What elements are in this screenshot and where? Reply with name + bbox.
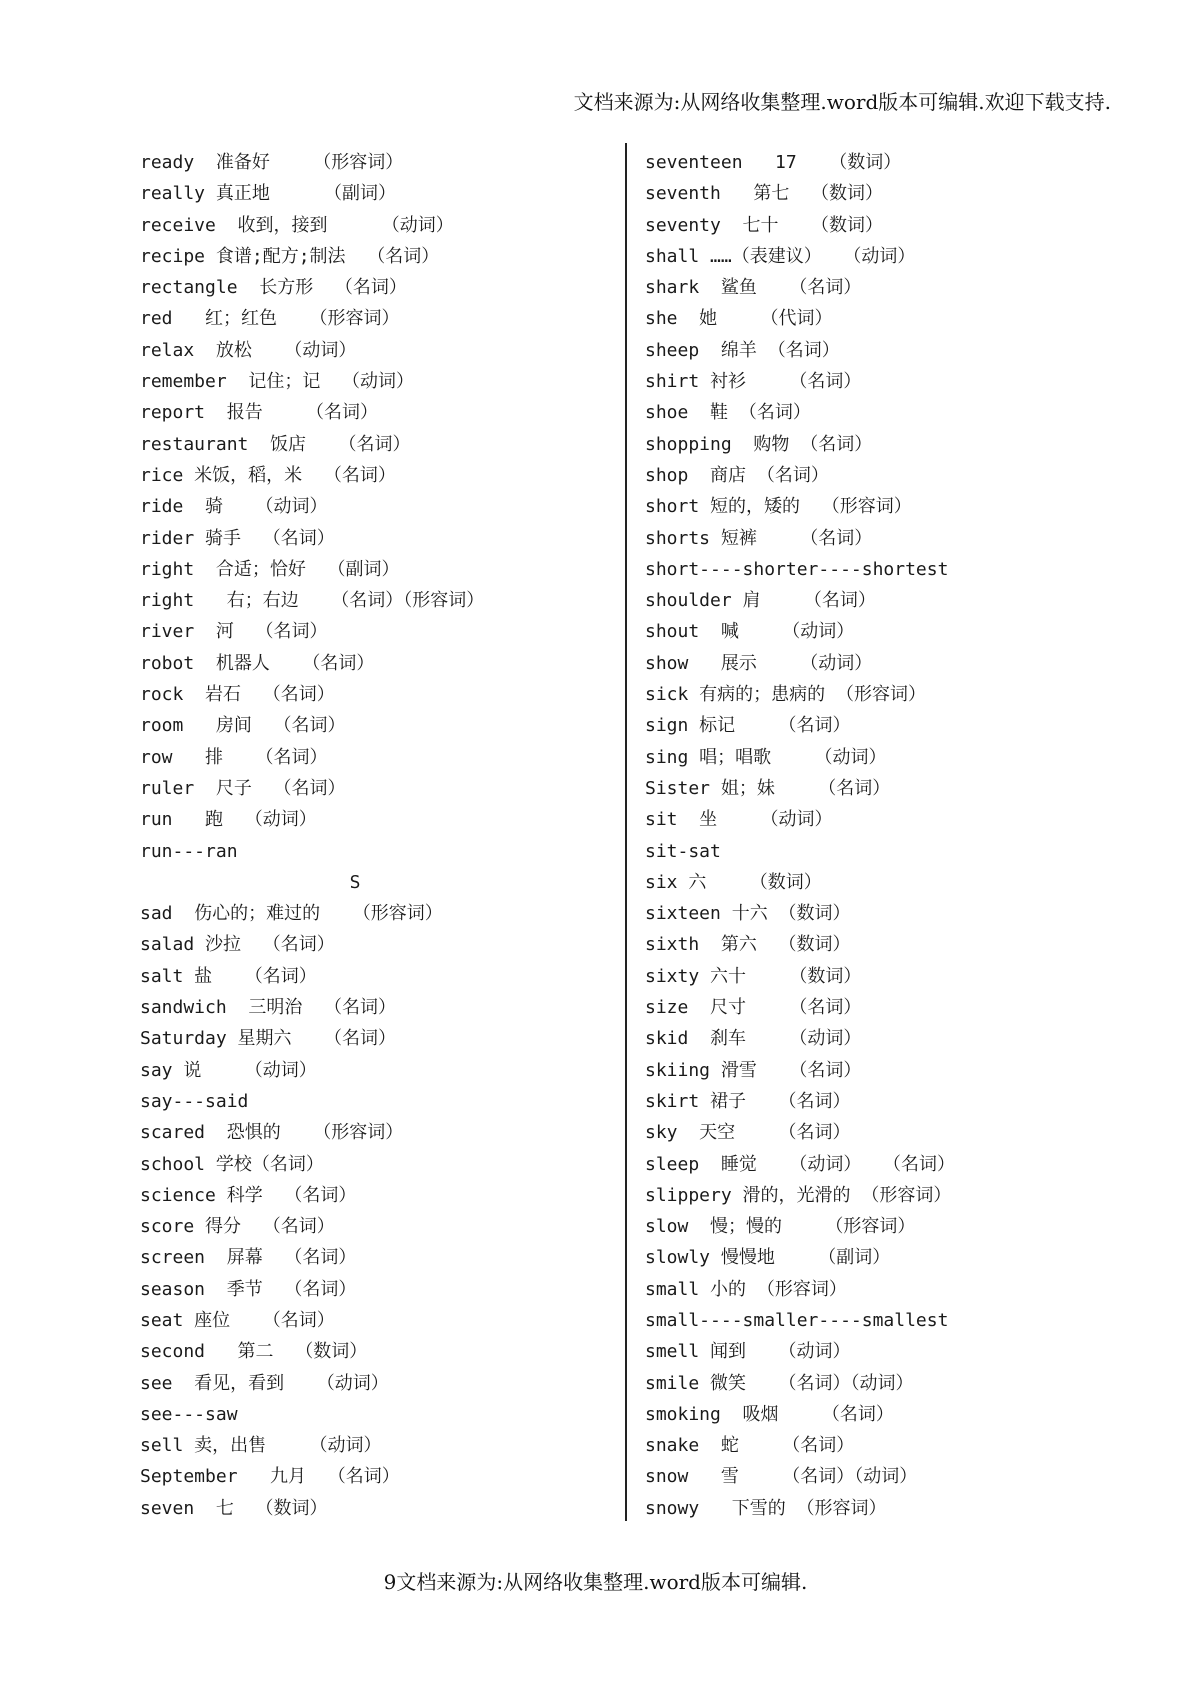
vocab-entry: salad 沙拉 （名词）	[140, 934, 335, 956]
vocab-entry: rectangle 长方形 （名词）	[140, 277, 407, 299]
vocab-entry: skid 刹车 （动词）	[645, 1028, 862, 1050]
vocab-entry: row 排 （名词）	[140, 746, 328, 768]
vocab-entry: shout 喊 （动词）	[645, 621, 855, 643]
vocab-entry: rock 岩石 （名词）	[140, 684, 335, 706]
vocab-entry: really 真正地 （副词）	[140, 183, 397, 205]
vocab-entry: smell 闻到 （动词）	[645, 1341, 851, 1363]
vocab-entry: sick 有病的；患病的 （形容词）	[645, 684, 927, 706]
vocab-entry: score 得分 （名词）	[140, 1216, 335, 1238]
vocab-entry: small----smaller----smallest	[645, 1309, 949, 1331]
vocab-entry: seventy 七十 （数词）	[645, 214, 884, 236]
vocab-entry: sit 坐 （动词）	[645, 809, 833, 831]
vocab-entry: smile 微笑 （名词）（动词）	[645, 1372, 914, 1394]
page-header: 文档来源为:从网络收集整理.word版本可编辑.欢迎下载支持.	[573, 90, 1111, 114]
vocab-entry: sell 卖，出售 （动词）	[140, 1435, 382, 1457]
vocab-entry: screen 屏幕 （名词）	[140, 1247, 357, 1269]
vocab-entry: skiing 滑雪 （名词）	[645, 1059, 862, 1081]
vocab-entry: seven 七 （数词）	[140, 1497, 328, 1519]
vocab-entry: report 报告 （名词）	[140, 402, 379, 424]
vocab-list-right	[645, 147, 1115, 1524]
vocab-entry: smoking 吸烟 （名词）	[645, 1403, 894, 1425]
vocab-entry: she 她 （代词）	[645, 308, 833, 330]
vocab-entry: shorts 短裤 （名词）	[645, 527, 873, 549]
vocab-entry: shirt 衬衫 （名词）	[645, 371, 862, 393]
vocab-entry: red 红；红色 （形容词）	[140, 308, 400, 330]
vocab-entry: see 看见，看到 （动词）	[140, 1372, 389, 1394]
vocab-entry: shop 商店 （名词）	[645, 464, 829, 486]
vocab-entry: slippery 滑的，光滑的 （形容词）	[645, 1184, 952, 1206]
vocab-entry: sixth 第六 （数词）	[645, 934, 851, 956]
vocab-entry: sixty 六十 （数词）	[645, 965, 862, 987]
vocab-entry: sky 天空 （名词）	[645, 1122, 851, 1144]
vocab-entry: season 季节 （名词）	[140, 1278, 357, 1300]
vocab-entry: room 房间 （名词）	[140, 715, 346, 737]
vocab-entry: rice 米饭，稻，米 （名词）	[140, 464, 396, 486]
vocab-entry: run 跑 （动词）	[140, 809, 317, 831]
vocab-entry: show 展示 （动词）	[645, 652, 873, 674]
vocab-entry: seat 座位 （名词）	[140, 1309, 335, 1331]
vocab-entry: school 学校（名词）	[140, 1153, 324, 1175]
vocab-entry: ruler 尺子 （名词）	[140, 777, 346, 799]
vocab-entry: run---ran	[140, 840, 238, 862]
vocab-entry: seventh 第七 （数词）	[645, 183, 884, 205]
vocab-entry: short----shorter----shortest	[645, 558, 949, 580]
vocab-entry: Sister 姐；妹 （名词）	[645, 777, 891, 799]
vocab-entry: six 六 （数词）	[645, 871, 822, 893]
vocab-entry: say 说 （动词）	[140, 1059, 317, 1081]
vocab-entry: sixteen 十六 （数词）	[645, 903, 851, 925]
vocab-entry: snowy 下雪的 （形容词）	[645, 1497, 887, 1519]
vocab-entry: remember 记住；记 （动词）	[140, 371, 415, 393]
vocab-entry: restaurant 饭店 （名词）	[140, 433, 411, 455]
vocab-entry: sheep 绵羊 （名词）	[645, 339, 840, 361]
vocab-entry: receive 收到，接到 （动词）	[140, 214, 454, 236]
vocab-entry: skirt 裙子 （名词）	[645, 1090, 851, 1112]
vocab-entry: short 短的，矮的 （形容词）	[645, 496, 912, 518]
vocab-list-left	[140, 147, 610, 1524]
vocab-entry: robot 机器人 （名词）	[140, 652, 375, 674]
vocab-entry: say---said	[140, 1090, 249, 1112]
vocab-entry: second 第二 （数词）	[140, 1341, 368, 1363]
vocab-entry: seventeen 17 （数词）	[645, 152, 902, 173]
vocab-entry: recipe 食谱;配方;制法 （名词）	[140, 245, 440, 267]
section-letter: S	[349, 871, 361, 893]
vocab-entry: size 尺寸 （名词）	[645, 997, 862, 1019]
vocab-entry: shoulder 肩 （名词）	[645, 590, 876, 612]
page-footer: 9文档来源为:从网络收集整理.word版本可编辑.	[383, 1570, 808, 1594]
vocab-entry: sign 标记 （名词）	[645, 715, 851, 737]
vocab-entry: sleep 睡觉 （动词） （名词）	[645, 1153, 956, 1175]
vocab-entry: Saturday 星期六 （名词）	[140, 1028, 397, 1050]
vocab-entry: shoe 鞋 （名词）	[645, 402, 811, 424]
vocab-entry: slow 慢；慢的 （形容词）	[645, 1216, 916, 1238]
vocab-entry: salt 盐 （名词）	[140, 965, 317, 987]
vocab-entry: shopping 购物 （名词）	[645, 433, 873, 455]
vocab-entry: relax 放松 （动词）	[140, 339, 357, 361]
vocab-entry: shall ……（表建议） （动词）	[645, 245, 916, 267]
vocab-entry: snake 蛇 （名词）	[645, 1435, 855, 1457]
vocab-entry: slowly 慢慢地 （副词）	[645, 1247, 891, 1269]
vocab-entry: see---saw	[140, 1403, 238, 1425]
vocab-entry: ready 准备好 （形容词）	[140, 152, 404, 173]
vocab-entry: scared 恐惧的 （形容词）	[140, 1122, 404, 1144]
vocab-entry: right 右；右边 （名词）（形容词）	[140, 590, 485, 612]
vocab-entry: snow 雪 （名词）（动词）	[645, 1466, 918, 1488]
vocab-entry: right 合适；恰好 （副词）	[140, 558, 400, 580]
vocab-entry: rider 骑手 （名词）	[140, 527, 335, 549]
vocab-entry: September 九月 （名词）	[140, 1466, 400, 1488]
vocab-entry: shark 鲨鱼 （名词）	[645, 277, 862, 299]
vocab-entry: sad 伤心的；难过的 （形容词）	[140, 903, 443, 925]
vocab-entry: small 小的 （形容词）	[645, 1278, 847, 1300]
vocab-entry: sandwich 三明治 （名词）	[140, 997, 397, 1019]
vocab-entry: ride 骑 （动词）	[140, 496, 328, 518]
vocab-entry: sit-sat	[645, 840, 721, 862]
vocab-entry: science 科学 （名词）	[140, 1184, 357, 1206]
vocab-entry: sing 唱；唱歌 （动词）	[645, 746, 887, 768]
column-divider	[625, 143, 627, 1521]
vocab-entry: river 河 （名词）	[140, 621, 328, 643]
